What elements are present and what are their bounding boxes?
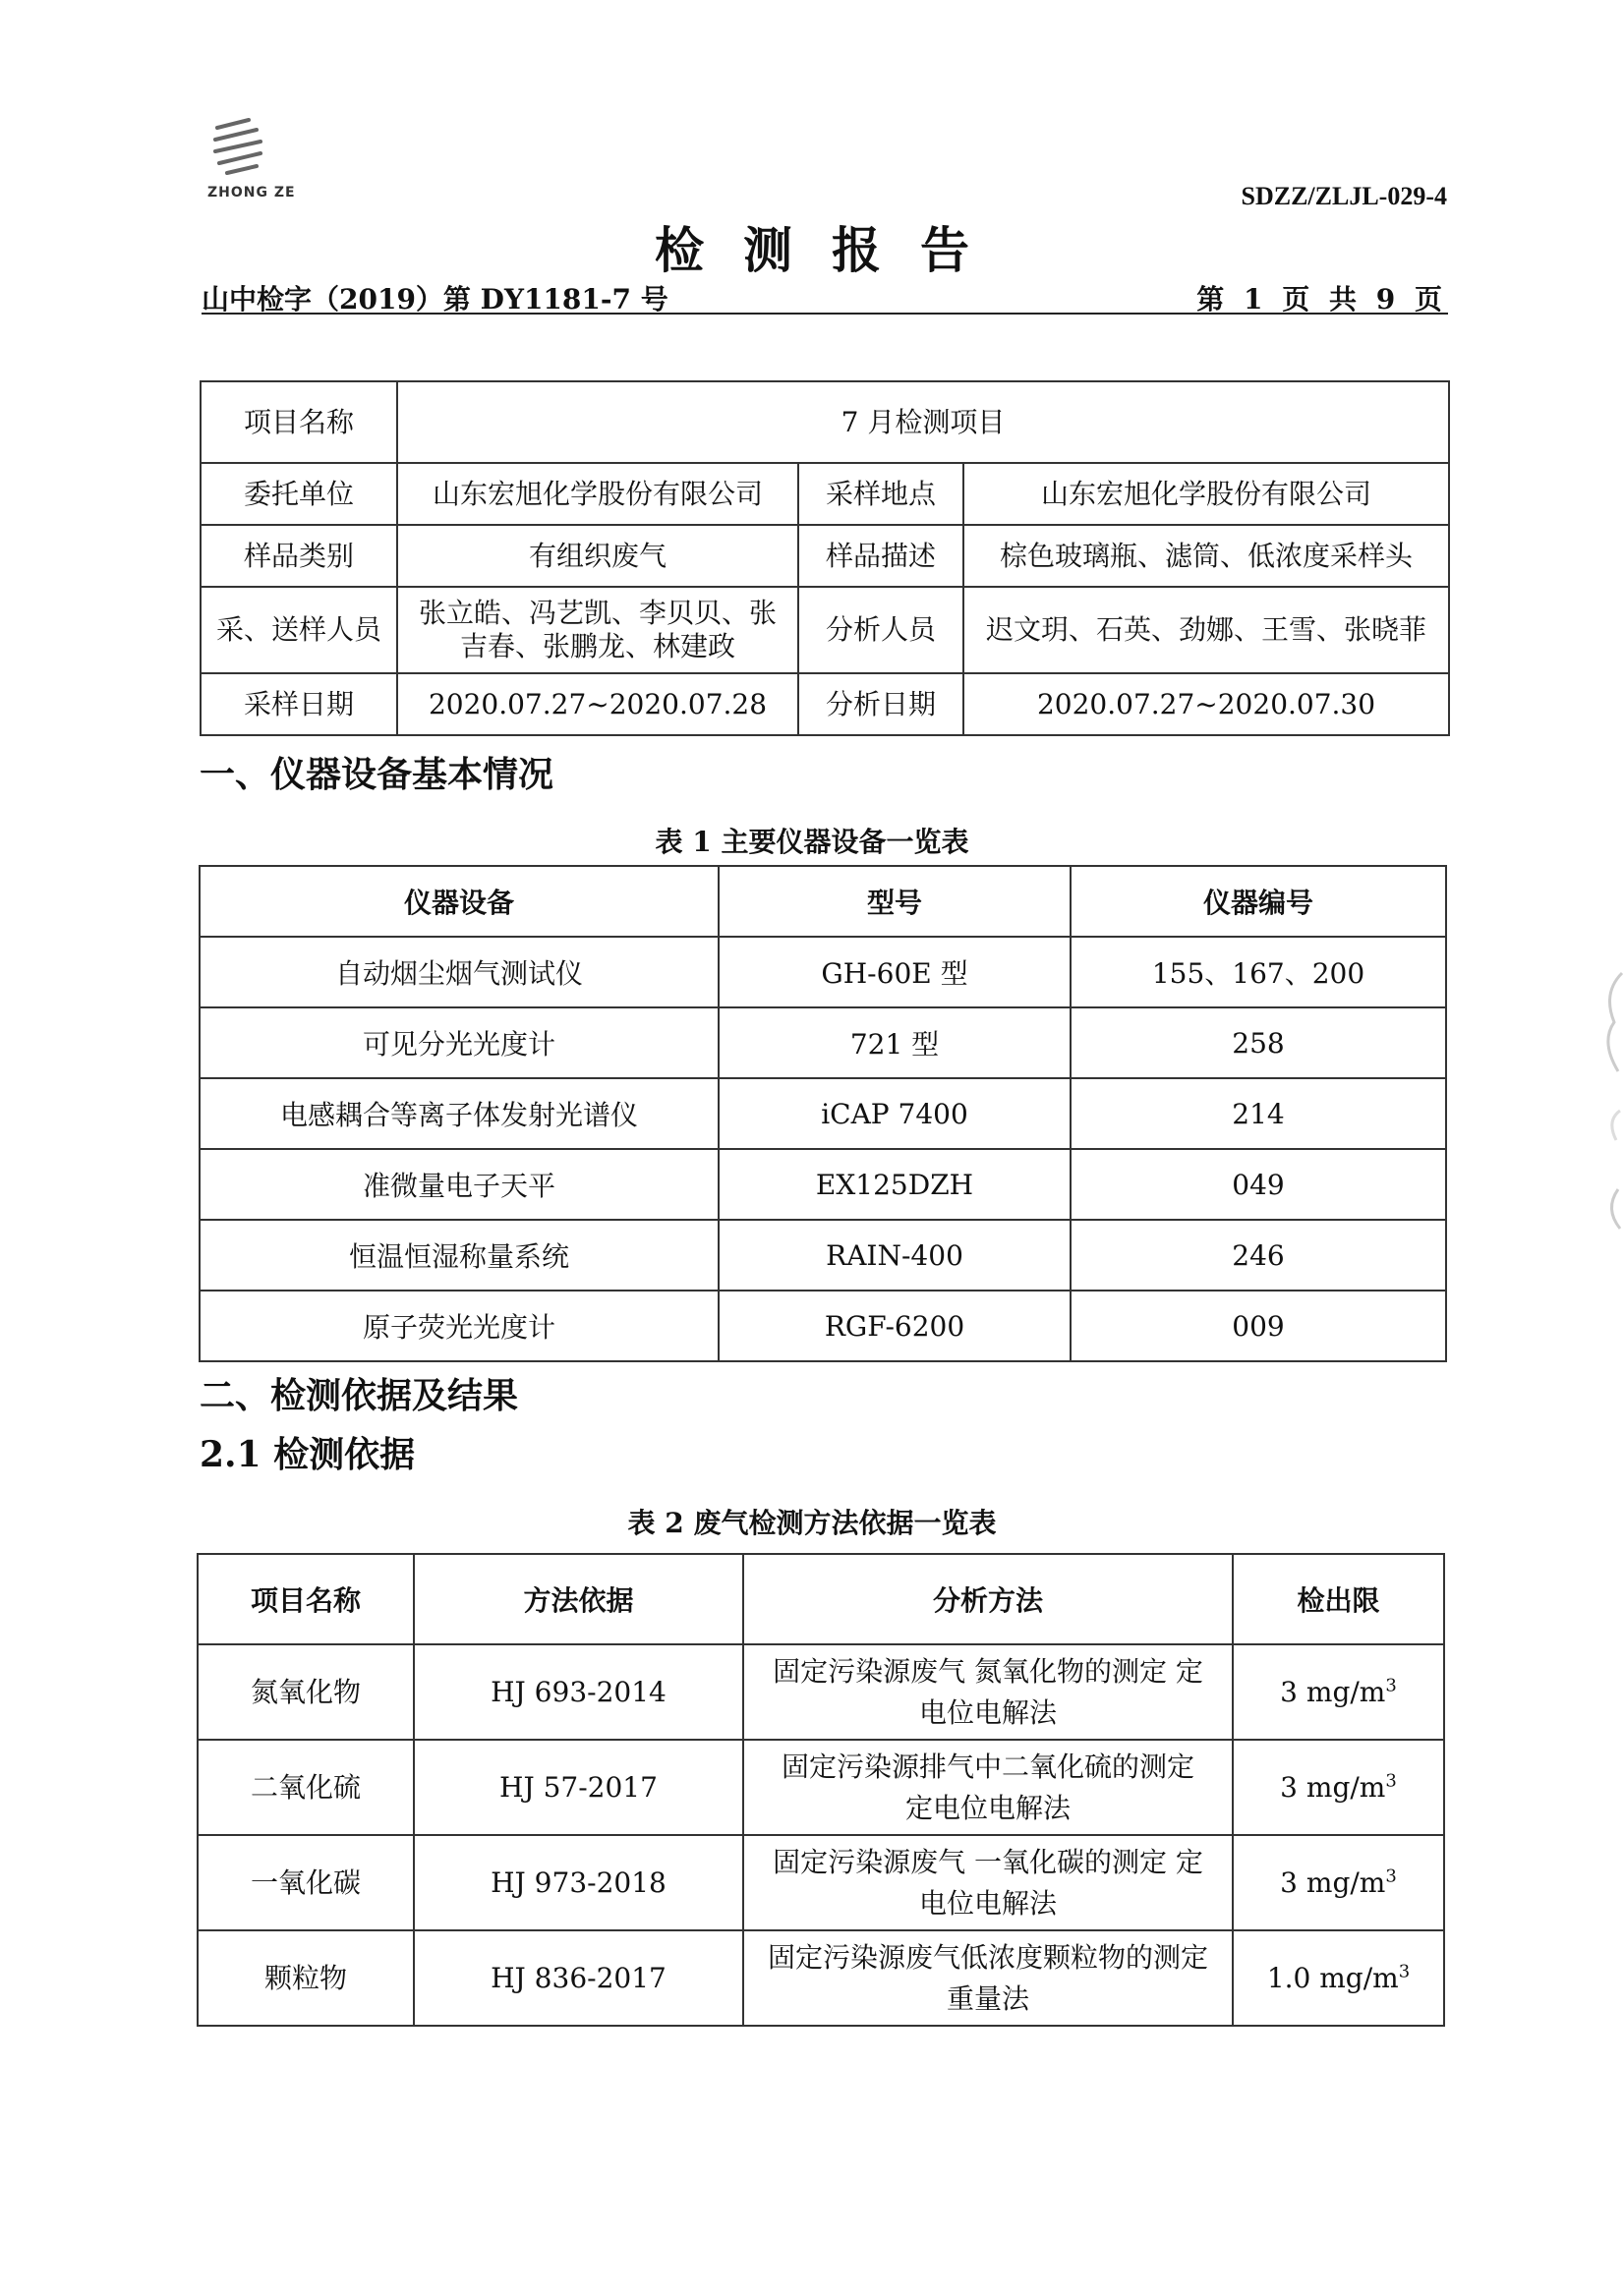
table-2-caption: 表 2 废气检测方法依据一览表 (627, 1507, 997, 1539)
equipment-model: EX125DZH (719, 1149, 1071, 1220)
analysis-method: 固定污染源废气低浓度颗粒物的测定 重量法 (743, 1930, 1233, 2026)
section-1-title: 一、仪器设备基本情况 (200, 754, 554, 795)
equipment-name: 自动烟尘烟气测试仪 (200, 937, 719, 1007)
method-table (197, 1553, 1445, 2027)
method-basis: HJ 693-2014 (414, 1644, 743, 1740)
client-value: 山东宏旭化学股份有限公司 (397, 463, 798, 525)
table-row (200, 1220, 1446, 1291)
logo-text: ZHONG ZE (207, 185, 296, 201)
method-basis: HJ 57-2017 (414, 1740, 743, 1835)
item-name: 二氧化硫 (198, 1740, 414, 1835)
category-label: 样品类别 (201, 525, 397, 587)
limit-exponent: 3 (1398, 1961, 1411, 1982)
item-name: 氮氧化物 (198, 1644, 414, 1740)
equipment-name: 电感耦合等离子体发射光谱仪 (200, 1078, 719, 1149)
page-counter: 第 1 页 共 9 页 (1196, 283, 1442, 316)
project-value: 7 月检测项目 (397, 381, 1449, 463)
table-row (198, 1644, 1444, 1740)
analysis-date-label: 分析日期 (798, 673, 963, 735)
section-2-title: 二、检测依据及结果 (200, 1375, 519, 1416)
table-1-caption: 表 1 主要仪器设备一览表 (655, 826, 969, 858)
client-label: 委托单位 (201, 463, 397, 525)
limit-exponent: 3 (1385, 1770, 1397, 1792)
table-row (200, 1291, 1446, 1361)
desc-label: 样品描述 (798, 525, 963, 587)
method-header: 分析方法 (743, 1554, 1233, 1644)
report-number: 山中检字（2019）第 DY1181-7 号 (202, 283, 668, 316)
method-basis: HJ 973-2018 (414, 1835, 743, 1930)
item-name: 颗粒物 (198, 1930, 414, 2026)
info-row-personnel (201, 587, 1449, 673)
analysis-date-value: 2020.07.27~2020.07.30 (963, 673, 1449, 735)
samplers-value: 张立皓、冯艺凯、李贝贝、张吉春、张鹏龙、林建政 (397, 587, 798, 673)
table-row (200, 1078, 1446, 1149)
category-value: 有组织废气 (397, 525, 798, 587)
equipment-header: 仪器设备 (200, 866, 719, 937)
equipment-name: 准微量电子天平 (200, 1149, 719, 1220)
seal-edge-mark (1593, 963, 1624, 1258)
equipment-header-row (200, 866, 1446, 937)
info-row-category (201, 525, 1449, 587)
page-title: 检测报告 (655, 221, 1009, 279)
limit-value: 1.0 mg/m (1266, 1961, 1399, 1994)
basis-header: 方法依据 (414, 1554, 743, 1644)
project-label: 项目名称 (201, 381, 397, 463)
analysts-label: 分析人员 (798, 587, 963, 673)
method-header-row (198, 1554, 1444, 1644)
model-header: 型号 (719, 866, 1071, 937)
detection-limit (1233, 1644, 1444, 1740)
limit-value: 3 mg/m (1280, 1866, 1386, 1899)
samplers-label: 采、送样人员 (201, 587, 397, 673)
detection-limit (1233, 1740, 1444, 1835)
info-row-client (201, 463, 1449, 525)
detection-limit (1233, 1835, 1444, 1930)
equipment-serial: 246 (1071, 1220, 1446, 1291)
equipment-model: GH-60E 型 (719, 937, 1071, 1007)
analysts-value: 迟文玥、石英、劲娜、王雪、张晓菲 (963, 587, 1449, 673)
analysis-method: 固定污染源排气中二氧化硫的测定 定电位电解法 (743, 1740, 1233, 1835)
method-basis: HJ 836-2017 (414, 1930, 743, 2026)
equipment-model: RGF-6200 (719, 1291, 1071, 1361)
item-name: 一氧化碳 (198, 1835, 414, 1930)
equipment-serial: 009 (1071, 1291, 1446, 1361)
company-logo (202, 116, 319, 209)
equipment-name: 恒温恒湿称量系统 (200, 1220, 719, 1291)
limit-header: 检出限 (1233, 1554, 1444, 1644)
sample-date-label: 采样日期 (201, 673, 397, 735)
equipment-serial: 049 (1071, 1149, 1446, 1220)
equipment-serial: 258 (1071, 1007, 1446, 1078)
table-row (198, 1740, 1444, 1835)
equipment-serial: 155、167、200 (1071, 937, 1446, 1007)
limit-value: 3 mg/m (1280, 1675, 1386, 1708)
report-info-table (200, 380, 1450, 736)
limit-value: 3 mg/m (1280, 1770, 1386, 1804)
item-name-header: 项目名称 (198, 1554, 414, 1644)
logo-stripes-icon (209, 116, 268, 180)
detection-limit (1233, 1930, 1444, 2026)
serial-header: 仪器编号 (1071, 866, 1446, 937)
equipment-model: iCAP 7400 (719, 1078, 1071, 1149)
info-row-project (201, 381, 1449, 463)
equipment-model: RAIN-400 (719, 1220, 1071, 1291)
table-row (200, 1007, 1446, 1078)
site-label: 采样地点 (798, 463, 963, 525)
section-2-1-title: 2.1 检测依据 (200, 1434, 416, 1475)
table-row (200, 937, 1446, 1007)
table-row (198, 1835, 1444, 1930)
document-code: SDZZ/ZLJL-029-4 (1241, 182, 1447, 210)
equipment-table (199, 865, 1447, 1362)
header-divider (202, 313, 1448, 315)
equipment-name: 可见分光光度计 (200, 1007, 719, 1078)
info-row-dates (201, 673, 1449, 735)
analysis-method: 固定污染源废气 氮氧化物的测定 定电位电解法 (743, 1644, 1233, 1740)
sample-date-value: 2020.07.27~2020.07.28 (397, 673, 798, 735)
site-value: 山东宏旭化学股份有限公司 (963, 463, 1449, 525)
desc-value: 棕色玻璃瓶、滤筒、低浓度采样头 (963, 525, 1449, 587)
table-row (198, 1930, 1444, 2026)
table-row (200, 1149, 1446, 1220)
limit-exponent: 3 (1385, 1866, 1397, 1887)
equipment-name: 原子荧光光度计 (200, 1291, 719, 1361)
limit-exponent: 3 (1385, 1675, 1397, 1696)
analysis-method: 固定污染源废气 一氧化碳的测定 定电位电解法 (743, 1835, 1233, 1930)
equipment-serial: 214 (1071, 1078, 1446, 1149)
equipment-model: 721 型 (719, 1007, 1071, 1078)
